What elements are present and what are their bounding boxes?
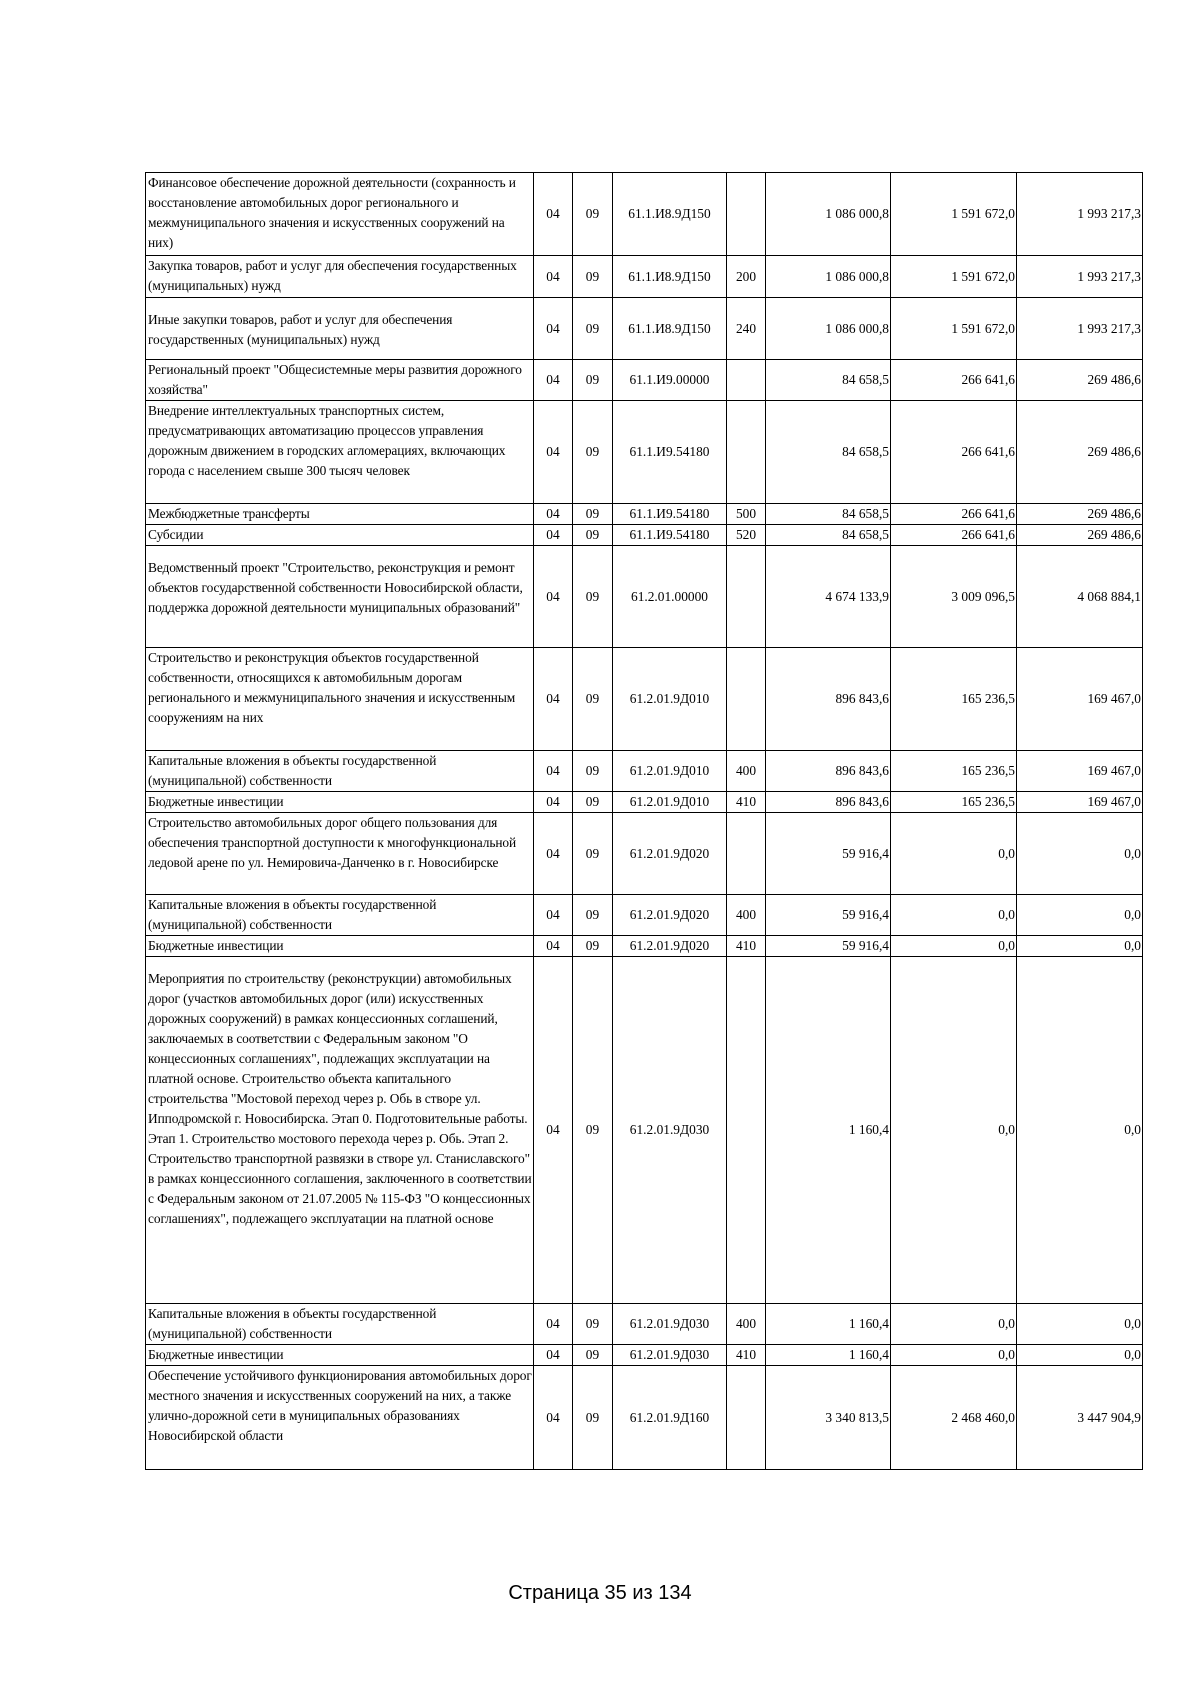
amount-year3-cell: 0,0 xyxy=(1017,895,1143,936)
section-code-cell: 04 xyxy=(534,895,573,936)
target-article-cell: 61.2.01.00000 xyxy=(613,546,727,648)
amount-year3-cell: 0,0 xyxy=(1017,1304,1143,1345)
table-row xyxy=(146,648,1143,751)
row-name-cell: Капитальные вложения в объекты государственной (муниципальной) собственности xyxy=(146,895,534,936)
section-code-cell: 04 xyxy=(534,401,573,504)
target-article-cell: 61.2.01.9Д030 xyxy=(613,957,727,1304)
target-article-cell: 61.2.01.9Д020 xyxy=(613,936,727,957)
amount-year3-cell: 269 486,6 xyxy=(1017,360,1143,401)
amount-year3-cell: 0,0 xyxy=(1017,957,1143,1304)
subsection-code-cell: 09 xyxy=(573,792,613,813)
row-name-cell: Бюджетные инвестиции xyxy=(146,936,534,957)
table-row xyxy=(146,298,1143,360)
subsection-code-cell: 09 xyxy=(573,1366,613,1470)
amount-year3-cell: 269 486,6 xyxy=(1017,401,1143,504)
row-name-cell: Иные закупки товаров, работ и услуг для обеспечения государственных (муниципальных) нужд xyxy=(146,298,534,360)
amount-year2-cell: 266 641,6 xyxy=(891,401,1017,504)
row-name-cell: Бюджетные инвестиции xyxy=(146,792,534,813)
subsection-code-cell: 09 xyxy=(573,1304,613,1345)
expense-type-cell xyxy=(727,1366,766,1470)
amount-year1-cell: 1 086 000,8 xyxy=(766,256,891,298)
section-code-cell: 04 xyxy=(534,751,573,792)
expense-type-cell: 240 xyxy=(727,298,766,360)
section-code-cell: 04 xyxy=(534,1345,573,1366)
amount-year1-cell: 59 916,4 xyxy=(766,895,891,936)
table-row xyxy=(146,751,1143,792)
amount-year1-cell: 84 658,5 xyxy=(766,525,891,546)
target-article-cell: 61.2.01.9Д010 xyxy=(613,648,727,751)
target-article-cell: 61.1.И9.00000 xyxy=(613,360,727,401)
section-code-cell: 04 xyxy=(534,525,573,546)
row-name-cell: Строительство и реконструкция объектов государственной собственности, относящихся к автомобильным дорогам регионального и межмуниципального значения и искусственным сооружениям на них xyxy=(146,648,534,751)
target-article-cell: 61.1.И9.54180 xyxy=(613,504,727,525)
subsection-code-cell: 09 xyxy=(573,401,613,504)
subsection-code-cell: 09 xyxy=(573,895,613,936)
amount-year1-cell: 4 674 133,9 xyxy=(766,546,891,648)
target-article-cell: 61.2.01.9Д030 xyxy=(613,1304,727,1345)
amount-year2-cell: 165 236,5 xyxy=(891,792,1017,813)
table-row xyxy=(146,1366,1143,1470)
row-name-cell: Внедрение интеллектуальных транспортных систем, предусматривающих автоматизацию процессов управления дорожным движением в городских агломерациях, включающих города с населением свыше 300 тысяч человек xyxy=(146,401,534,504)
amount-year2-cell: 1 591 672,0 xyxy=(891,256,1017,298)
target-article-cell: 61.2.01.9Д010 xyxy=(613,751,727,792)
row-name-cell: Бюджетные инвестиции xyxy=(146,1345,534,1366)
subsection-code-cell: 09 xyxy=(573,256,613,298)
amount-year2-cell: 266 641,6 xyxy=(891,504,1017,525)
section-code-cell: 04 xyxy=(534,360,573,401)
amount-year2-cell: 0,0 xyxy=(891,1345,1017,1366)
target-article-cell: 61.1.И9.54180 xyxy=(613,525,727,546)
expense-type-cell xyxy=(727,360,766,401)
amount-year1-cell: 1 086 000,8 xyxy=(766,173,891,256)
row-name-cell: Ведомственный проект "Строительство, реконструкция и ремонт объектов государственной собственности Новосибирской области, поддержка дорожной деятельности муниципальных образований" xyxy=(146,546,534,648)
amount-year2-cell: 0,0 xyxy=(891,813,1017,895)
amount-year3-cell: 1 993 217,3 xyxy=(1017,173,1143,256)
expense-type-cell xyxy=(727,173,766,256)
amount-year2-cell: 0,0 xyxy=(891,957,1017,1304)
target-article-cell: 61.1.И8.9Д150 xyxy=(613,298,727,360)
target-article-cell: 61.1.И8.9Д150 xyxy=(613,173,727,256)
subsection-code-cell: 09 xyxy=(573,751,613,792)
budget-table xyxy=(145,172,1143,1470)
amount-year1-cell: 896 843,6 xyxy=(766,792,891,813)
table-row xyxy=(146,957,1143,1304)
amount-year3-cell: 1 993 217,3 xyxy=(1017,298,1143,360)
expense-type-cell: 500 xyxy=(727,504,766,525)
amount-year3-cell: 0,0 xyxy=(1017,936,1143,957)
amount-year2-cell: 266 641,6 xyxy=(891,525,1017,546)
amount-year1-cell: 896 843,6 xyxy=(766,751,891,792)
target-article-cell: 61.2.01.9Д010 xyxy=(613,792,727,813)
amount-year3-cell: 169 467,0 xyxy=(1017,751,1143,792)
subsection-code-cell: 09 xyxy=(573,546,613,648)
amount-year2-cell: 0,0 xyxy=(891,895,1017,936)
amount-year3-cell: 3 447 904,9 xyxy=(1017,1366,1143,1470)
table-row xyxy=(146,256,1143,298)
target-article-cell: 61.2.01.9Д020 xyxy=(613,813,727,895)
subsection-code-cell: 09 xyxy=(573,525,613,546)
amount-year2-cell: 3 009 096,5 xyxy=(891,546,1017,648)
expense-type-cell xyxy=(727,401,766,504)
expense-type-cell xyxy=(727,546,766,648)
subsection-code-cell: 09 xyxy=(573,298,613,360)
table-row xyxy=(146,504,1143,525)
row-name-cell: Мероприятия по строительству (реконструкции) автомобильных дорог (участков автомобильных дорог (или) искусственных дорожных сооружений) в рамках концессионных соглашений, заключаемых в соответствии с Федеральным законом "О концессионных соглашениях", подлежащих эксплуатации на платной основе. Строительство объекта капитального строительства "Мостовой переход через р. Обь в створе ул. Ипподромской г. Новосибирска. Этап 0. Подготовительные работы. Этап 1. Строительство мостового перехода через р. Обь. Этап 2. Строительство транспортной развязки в створе ул. Станиславского" в рамках концессионного соглашения, заключенного в соответствии с Федеральным законом от 21.07.2005 № 115-ФЗ "О концессионных соглашениях", подлежащего эксплуатации на платной основе xyxy=(146,957,534,1304)
row-name-cell: Финансовое обеспечение дорожной деятельности (сохранность и восстановление автомобильных дорог регионального и межмуниципального значения и искусственных сооружений на них) xyxy=(146,173,534,256)
expense-type-cell xyxy=(727,957,766,1304)
expense-type-cell xyxy=(727,648,766,751)
table-row xyxy=(146,895,1143,936)
row-name-cell: Региональный проект "Общесистемные меры развития дорожного хозяйства" xyxy=(146,360,534,401)
amount-year1-cell: 84 658,5 xyxy=(766,360,891,401)
section-code-cell: 04 xyxy=(534,1366,573,1470)
section-code-cell: 04 xyxy=(534,546,573,648)
subsection-code-cell: 09 xyxy=(573,173,613,256)
expense-type-cell: 400 xyxy=(727,751,766,792)
target-article-cell: 61.2.01.9Д030 xyxy=(613,1345,727,1366)
section-code-cell: 04 xyxy=(534,504,573,525)
table-row xyxy=(146,936,1143,957)
amount-year1-cell: 84 658,5 xyxy=(766,401,891,504)
table-row xyxy=(146,173,1143,256)
expense-type-cell: 400 xyxy=(727,1304,766,1345)
subsection-code-cell: 09 xyxy=(573,504,613,525)
page-number: Страница 35 из 134 xyxy=(508,1582,692,1604)
section-code-cell: 04 xyxy=(534,648,573,751)
amount-year1-cell: 59 916,4 xyxy=(766,936,891,957)
table-row xyxy=(146,525,1143,546)
expense-type-cell: 200 xyxy=(727,256,766,298)
amount-year2-cell: 0,0 xyxy=(891,936,1017,957)
row-name-cell: Межбюджетные трансферты xyxy=(146,504,534,525)
section-code-cell: 04 xyxy=(534,256,573,298)
subsection-code-cell: 09 xyxy=(573,1345,613,1366)
table-row xyxy=(146,546,1143,648)
section-code-cell: 04 xyxy=(534,957,573,1304)
amount-year2-cell: 266 641,6 xyxy=(891,360,1017,401)
expense-type-cell: 410 xyxy=(727,1345,766,1366)
amount-year3-cell: 269 486,6 xyxy=(1017,504,1143,525)
section-code-cell: 04 xyxy=(534,792,573,813)
subsection-code-cell: 09 xyxy=(573,957,613,1304)
amount-year1-cell: 59 916,4 xyxy=(766,813,891,895)
subsection-code-cell: 09 xyxy=(573,648,613,751)
table-row xyxy=(146,401,1143,504)
row-name-cell: Капитальные вложения в объекты государственной (муниципальной) собственности xyxy=(146,1304,534,1345)
row-name-cell: Закупка товаров, работ и услуг для обеспечения государственных (муниципальных) нужд xyxy=(146,256,534,298)
expense-type-cell: 400 xyxy=(727,895,766,936)
target-article-cell: 61.1.И9.54180 xyxy=(613,401,727,504)
amount-year2-cell: 165 236,5 xyxy=(891,751,1017,792)
section-code-cell: 04 xyxy=(534,298,573,360)
section-code-cell: 04 xyxy=(534,173,573,256)
row-name-cell: Капитальные вложения в объекты государственной (муниципальной) собственности xyxy=(146,751,534,792)
table-row xyxy=(146,792,1143,813)
target-article-cell: 61.1.И8.9Д150 xyxy=(613,256,727,298)
amount-year1-cell: 84 658,5 xyxy=(766,504,891,525)
amount-year2-cell: 0,0 xyxy=(891,1304,1017,1345)
amount-year2-cell: 2 468 460,0 xyxy=(891,1366,1017,1470)
amount-year2-cell: 165 236,5 xyxy=(891,648,1017,751)
expense-type-cell xyxy=(727,813,766,895)
amount-year3-cell: 0,0 xyxy=(1017,813,1143,895)
subsection-code-cell: 09 xyxy=(573,360,613,401)
row-name-cell: Строительство автомобильных дорог общего пользования для обеспечения транспортной доступности к многофункциональной ледовой арене по ул. Немировича-Данченко в г. Новосибирске xyxy=(146,813,534,895)
amount-year1-cell: 1 160,4 xyxy=(766,1345,891,1366)
amount-year1-cell: 1 086 000,8 xyxy=(766,298,891,360)
table-row xyxy=(146,1304,1143,1345)
amount-year3-cell: 169 467,0 xyxy=(1017,792,1143,813)
amount-year1-cell: 1 160,4 xyxy=(766,957,891,1304)
row-name-cell: Субсидии xyxy=(146,525,534,546)
expense-type-cell: 520 xyxy=(727,525,766,546)
target-article-cell: 61.2.01.9Д160 xyxy=(613,1366,727,1470)
amount-year2-cell: 1 591 672,0 xyxy=(891,298,1017,360)
table-row xyxy=(146,360,1143,401)
amount-year3-cell: 0,0 xyxy=(1017,1345,1143,1366)
amount-year3-cell: 169 467,0 xyxy=(1017,648,1143,751)
table-row xyxy=(146,1345,1143,1366)
table-row xyxy=(146,813,1143,895)
section-code-cell: 04 xyxy=(534,813,573,895)
subsection-code-cell: 09 xyxy=(573,813,613,895)
section-code-cell: 04 xyxy=(534,1304,573,1345)
expense-type-cell: 410 xyxy=(727,936,766,957)
amount-year3-cell: 269 486,6 xyxy=(1017,525,1143,546)
amount-year1-cell: 896 843,6 xyxy=(766,648,891,751)
amount-year3-cell: 1 993 217,3 xyxy=(1017,256,1143,298)
amount-year1-cell: 3 340 813,5 xyxy=(766,1366,891,1470)
row-name-cell: Обеспечение устойчивого функционирования автомобильных дорог местного значения и искусственных сооружений на них, а также улично-дорожной сети в муниципальных образованиях Новосибирской области xyxy=(146,1366,534,1470)
subsection-code-cell: 09 xyxy=(573,936,613,957)
amount-year2-cell: 1 591 672,0 xyxy=(891,173,1017,256)
section-code-cell: 04 xyxy=(534,936,573,957)
amount-year1-cell: 1 160,4 xyxy=(766,1304,891,1345)
target-article-cell: 61.2.01.9Д020 xyxy=(613,895,727,936)
expense-type-cell: 410 xyxy=(727,792,766,813)
amount-year3-cell: 4 068 884,1 xyxy=(1017,546,1143,648)
